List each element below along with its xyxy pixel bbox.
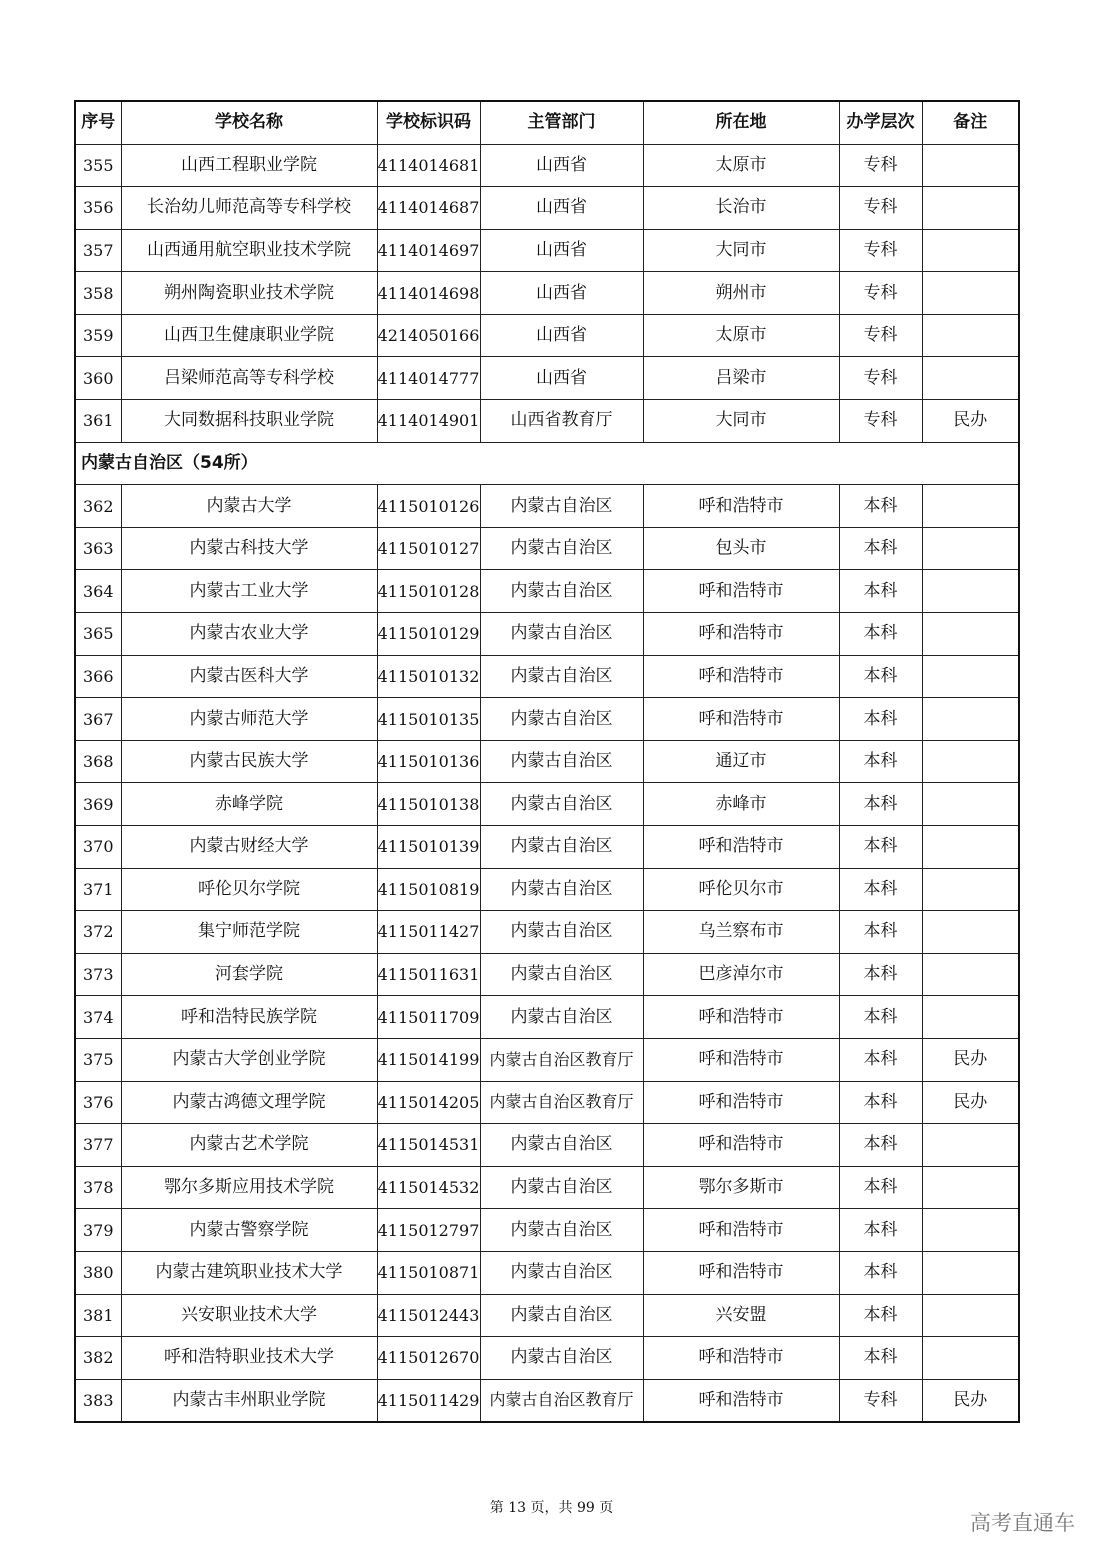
cell-index: 358	[75, 272, 121, 315]
section-label: 内蒙古自治区（54所）	[75, 442, 1019, 485]
cell-index: 357	[75, 229, 121, 272]
table-row	[75, 229, 1019, 272]
cell-school-code: 4115014531	[377, 1124, 480, 1167]
cell-index: 367	[75, 698, 121, 741]
cell-school-name: 内蒙古大学创业学院	[121, 1038, 377, 1081]
cell-location: 呼和浩特市	[643, 1081, 839, 1124]
cell-school-code: 4115011427	[377, 911, 480, 954]
cell-level: 本科	[839, 527, 922, 570]
cell-remark	[922, 570, 1019, 613]
cell-authority: 内蒙古自治区	[480, 1294, 643, 1337]
cell-authority: 内蒙古自治区	[480, 527, 643, 570]
cell-location: 呼和浩特市	[643, 996, 839, 1039]
cell-authority: 山西省	[480, 357, 643, 400]
cell-remark	[922, 229, 1019, 272]
cell-authority: 山西省	[480, 272, 643, 315]
cell-index: 368	[75, 740, 121, 783]
cell-location: 呼和浩特市	[643, 698, 839, 741]
cell-authority: 山西省	[480, 229, 643, 272]
cell-remark: 民办	[922, 400, 1019, 443]
cell-school-code: 4115012797	[377, 1209, 480, 1252]
cell-school-code: 4115014205	[377, 1081, 480, 1124]
cell-school-code: 4115014199	[377, 1038, 480, 1081]
cell-level: 本科	[839, 655, 922, 698]
cell-location: 兴安盟	[643, 1294, 839, 1337]
cell-level: 本科	[839, 1337, 922, 1380]
cell-authority: 内蒙古自治区	[480, 996, 643, 1039]
cell-school-name: 内蒙古农业大学	[121, 613, 377, 656]
header-remark: 备注	[922, 101, 1019, 144]
table-row	[75, 527, 1019, 570]
table-row	[75, 996, 1019, 1039]
cell-school-name: 山西卫生健康职业学院	[121, 314, 377, 357]
cell-authority: 山西省	[480, 314, 643, 357]
cell-remark	[922, 527, 1019, 570]
cell-remark	[922, 1251, 1019, 1294]
table-row	[75, 1337, 1019, 1380]
cell-remark	[922, 996, 1019, 1039]
cell-school-code: 4115010139	[377, 826, 480, 869]
school-list-table	[74, 100, 1020, 1423]
cell-level: 专科	[839, 144, 922, 187]
page-number: 第 13 页，共 99 页	[489, 1500, 614, 1516]
cell-school-code: 4115010127	[377, 527, 480, 570]
cell-remark	[922, 783, 1019, 826]
cell-remark	[922, 144, 1019, 187]
cell-authority: 内蒙古自治区	[480, 783, 643, 826]
cell-authority: 内蒙古自治区	[480, 1337, 643, 1380]
cell-authority: 内蒙古自治区	[480, 485, 643, 528]
cell-school-name: 内蒙古警察学院	[121, 1209, 377, 1252]
cell-location: 太原市	[643, 314, 839, 357]
cell-school-name: 呼和浩特民族学院	[121, 996, 377, 1039]
cell-authority: 山西省	[480, 187, 643, 230]
cell-remark	[922, 740, 1019, 783]
cell-school-name: 鄂尔多斯应用技术学院	[121, 1166, 377, 1209]
cell-school-code: 4115012443	[377, 1294, 480, 1337]
cell-remark	[922, 1166, 1019, 1209]
table-row	[75, 357, 1019, 400]
cell-school-name: 兴安职业技术大学	[121, 1294, 377, 1337]
cell-authority: 内蒙古自治区	[480, 1209, 643, 1252]
cell-remark: 民办	[922, 1038, 1019, 1081]
header-school-code: 学校标识码	[377, 101, 480, 144]
cell-remark	[922, 1337, 1019, 1380]
cell-remark	[922, 655, 1019, 698]
cell-school-name: 内蒙古医科大学	[121, 655, 377, 698]
cell-remark	[922, 868, 1019, 911]
cell-authority: 内蒙古自治区教育厅	[480, 1081, 643, 1124]
cell-school-code: 4114014697	[377, 229, 480, 272]
cell-level: 专科	[839, 314, 922, 357]
cell-school-name: 内蒙古师范大学	[121, 698, 377, 741]
cell-school-name: 长治幼儿师范高等专科学校	[121, 187, 377, 230]
cell-location: 呼和浩特市	[643, 1038, 839, 1081]
cell-index: 360	[75, 357, 121, 400]
cell-level: 专科	[839, 400, 922, 443]
cell-level: 专科	[839, 272, 922, 315]
table-row	[75, 1251, 1019, 1294]
cell-index: 379	[75, 1209, 121, 1252]
table-body	[75, 144, 1019, 1422]
cell-index: 363	[75, 527, 121, 570]
cell-authority: 内蒙古自治区教育厅	[480, 1038, 643, 1081]
cell-school-name: 内蒙古建筑职业技术大学	[121, 1251, 377, 1294]
cell-school-code: 4114014777	[377, 357, 480, 400]
cell-school-name: 集宁师范学院	[121, 911, 377, 954]
cell-level: 本科	[839, 1124, 922, 1167]
cell-location: 吕梁市	[643, 357, 839, 400]
cell-school-name: 内蒙古鸿德文理学院	[121, 1081, 377, 1124]
cell-school-name: 吕梁师范高等专科学校	[121, 357, 377, 400]
cell-school-name: 内蒙古艺术学院	[121, 1124, 377, 1167]
table-row	[75, 698, 1019, 741]
table-row	[75, 655, 1019, 698]
cell-level: 本科	[839, 1038, 922, 1081]
cell-index: 375	[75, 1038, 121, 1081]
cell-authority: 内蒙古自治区	[480, 911, 643, 954]
cell-school-code: 4115010129	[377, 613, 480, 656]
cell-index: 365	[75, 613, 121, 656]
cell-authority: 内蒙古自治区	[480, 698, 643, 741]
cell-school-code: 4115010126	[377, 485, 480, 528]
cell-remark	[922, 272, 1019, 315]
section-row	[75, 442, 1019, 485]
table-row	[75, 1294, 1019, 1337]
cell-location: 巴彦淖尔市	[643, 953, 839, 996]
cell-level: 本科	[839, 613, 922, 656]
cell-location: 通辽市	[643, 740, 839, 783]
cell-remark	[922, 953, 1019, 996]
cell-location: 呼和浩特市	[643, 613, 839, 656]
cell-school-name: 内蒙古大学	[121, 485, 377, 528]
cell-location: 鄂尔多斯市	[643, 1166, 839, 1209]
cell-school-code: 4115011631	[377, 953, 480, 996]
cell-level: 本科	[839, 1166, 922, 1209]
cell-authority: 内蒙古自治区	[480, 570, 643, 613]
cell-remark	[922, 698, 1019, 741]
cell-school-name: 呼伦贝尔学院	[121, 868, 377, 911]
cell-remark	[922, 1124, 1019, 1167]
cell-school-name: 朔州陶瓷职业技术学院	[121, 272, 377, 315]
cell-index: 378	[75, 1166, 121, 1209]
header-authority: 主管部门	[480, 101, 643, 144]
cell-school-name: 山西通用航空职业技术学院	[121, 229, 377, 272]
cell-school-code: 4115014532	[377, 1166, 480, 1209]
cell-location: 包头市	[643, 527, 839, 570]
cell-index: 376	[75, 1081, 121, 1124]
cell-index: 361	[75, 400, 121, 443]
cell-location: 呼和浩特市	[643, 1337, 839, 1380]
cell-level: 专科	[839, 1379, 922, 1422]
cell-remark	[922, 357, 1019, 400]
cell-school-code: 4115010819	[377, 868, 480, 911]
table-row	[75, 400, 1019, 443]
cell-index: 370	[75, 826, 121, 869]
table-row	[75, 826, 1019, 869]
cell-location: 朔州市	[643, 272, 839, 315]
cell-school-code: 4115010135	[377, 698, 480, 741]
cell-school-code: 4114014901	[377, 400, 480, 443]
cell-remark	[922, 1294, 1019, 1337]
cell-level: 专科	[839, 357, 922, 400]
cell-level: 本科	[839, 996, 922, 1039]
cell-school-code: 4115011709	[377, 996, 480, 1039]
cell-school-code: 4114014681	[377, 144, 480, 187]
cell-remark	[922, 314, 1019, 357]
header-school-name: 学校名称	[121, 101, 377, 144]
cell-remark	[922, 911, 1019, 954]
table-row	[75, 1209, 1019, 1252]
cell-location: 呼和浩特市	[643, 826, 839, 869]
cell-authority: 山西省教育厅	[480, 400, 643, 443]
header-level: 办学层次	[839, 101, 922, 144]
cell-authority: 内蒙古自治区	[480, 740, 643, 783]
cell-school-code: 4115010132	[377, 655, 480, 698]
cell-school-code: 4115012670	[377, 1337, 480, 1380]
cell-index: 372	[75, 911, 121, 954]
table-row	[75, 953, 1019, 996]
cell-school-name: 内蒙古财经大学	[121, 826, 377, 869]
cell-authority: 内蒙古自治区	[480, 613, 643, 656]
table-row	[75, 1038, 1019, 1081]
cell-index: 369	[75, 783, 121, 826]
cell-school-name: 山西工程职业学院	[121, 144, 377, 187]
cell-index: 383	[75, 1379, 121, 1422]
table-row	[75, 613, 1019, 656]
cell-school-name: 大同数据科技职业学院	[121, 400, 377, 443]
cell-level: 本科	[839, 1081, 922, 1124]
cell-level: 本科	[839, 698, 922, 741]
table-row	[75, 1124, 1019, 1167]
table-row	[75, 570, 1019, 613]
cell-location: 大同市	[643, 229, 839, 272]
cell-school-code: 4114014698	[377, 272, 480, 315]
header-location: 所在地	[643, 101, 839, 144]
cell-location: 大同市	[643, 400, 839, 443]
table-row	[75, 485, 1019, 528]
cell-school-name: 内蒙古工业大学	[121, 570, 377, 613]
cell-location: 呼和浩特市	[643, 485, 839, 528]
cell-index: 373	[75, 953, 121, 996]
table-row	[75, 1379, 1019, 1422]
cell-index: 366	[75, 655, 121, 698]
cell-level: 本科	[839, 1294, 922, 1337]
cell-school-name: 内蒙古丰州职业学院	[121, 1379, 377, 1422]
cell-remark	[922, 1209, 1019, 1252]
cell-location: 长治市	[643, 187, 839, 230]
cell-authority: 内蒙古自治区	[480, 655, 643, 698]
cell-location: 呼和浩特市	[643, 1124, 839, 1167]
cell-index: 371	[75, 868, 121, 911]
cell-level: 本科	[839, 953, 922, 996]
cell-remark: 民办	[922, 1379, 1019, 1422]
cell-school-code: 4115010128	[377, 570, 480, 613]
cell-location: 呼和浩特市	[643, 1379, 839, 1422]
cell-index: 381	[75, 1294, 121, 1337]
table-row	[75, 314, 1019, 357]
header-index: 序号	[75, 101, 121, 144]
table-row	[75, 783, 1019, 826]
cell-location: 乌兰察布市	[643, 911, 839, 954]
cell-school-name: 赤峰学院	[121, 783, 377, 826]
cell-level: 本科	[839, 911, 922, 954]
table-row	[75, 868, 1019, 911]
cell-level: 本科	[839, 868, 922, 911]
cell-school-code: 4214050166	[377, 314, 480, 357]
cell-school-name: 内蒙古民族大学	[121, 740, 377, 783]
cell-authority: 内蒙古自治区	[480, 953, 643, 996]
cell-location: 呼伦贝尔市	[643, 868, 839, 911]
cell-location: 呼和浩特市	[643, 1209, 839, 1252]
cell-index: 356	[75, 187, 121, 230]
cell-remark: 民办	[922, 1081, 1019, 1124]
cell-index: 382	[75, 1337, 121, 1380]
cell-index: 364	[75, 570, 121, 613]
cell-level: 本科	[839, 740, 922, 783]
cell-authority: 内蒙古自治区	[480, 1251, 643, 1294]
watermark: 高考直通车	[970, 1511, 1075, 1535]
cell-location: 呼和浩特市	[643, 655, 839, 698]
table-row	[75, 1081, 1019, 1124]
cell-level: 本科	[839, 570, 922, 613]
cell-authority: 内蒙古自治区	[480, 1166, 643, 1209]
cell-level: 专科	[839, 229, 922, 272]
cell-school-code: 4115010871	[377, 1251, 480, 1294]
table-row	[75, 740, 1019, 783]
cell-authority: 内蒙古自治区	[480, 1124, 643, 1167]
cell-school-code: 4115010138	[377, 783, 480, 826]
cell-location: 赤峰市	[643, 783, 839, 826]
table-row	[75, 1166, 1019, 1209]
cell-index: 362	[75, 485, 121, 528]
table-row	[75, 187, 1019, 230]
cell-location: 太原市	[643, 144, 839, 187]
cell-school-name: 河套学院	[121, 953, 377, 996]
cell-authority: 内蒙古自治区	[480, 868, 643, 911]
cell-authority: 内蒙古自治区	[480, 826, 643, 869]
table-row	[75, 272, 1019, 315]
cell-location: 呼和浩特市	[643, 570, 839, 613]
cell-school-code: 4114014687	[377, 187, 480, 230]
cell-school-code: 4115011429	[377, 1379, 480, 1422]
cell-index: 380	[75, 1251, 121, 1294]
cell-school-name: 内蒙古科技大学	[121, 527, 377, 570]
cell-school-code: 4115010136	[377, 740, 480, 783]
cell-remark	[922, 826, 1019, 869]
cell-authority: 山西省	[480, 144, 643, 187]
cell-index: 359	[75, 314, 121, 357]
cell-index: 374	[75, 996, 121, 1039]
cell-level: 本科	[839, 1209, 922, 1252]
cell-school-name: 呼和浩特职业技术大学	[121, 1337, 377, 1380]
table-row	[75, 911, 1019, 954]
cell-remark	[922, 187, 1019, 230]
table-row	[75, 144, 1019, 187]
cell-level: 本科	[839, 485, 922, 528]
cell-index: 377	[75, 1124, 121, 1167]
table-header-row	[75, 101, 1019, 144]
cell-level: 本科	[839, 1251, 922, 1294]
cell-level: 本科	[839, 826, 922, 869]
cell-authority: 内蒙古自治区教育厅	[480, 1379, 643, 1422]
cell-location: 呼和浩特市	[643, 1251, 839, 1294]
cell-index: 355	[75, 144, 121, 187]
cell-level: 专科	[839, 187, 922, 230]
cell-level: 本科	[839, 783, 922, 826]
cell-remark	[922, 613, 1019, 656]
cell-remark	[922, 485, 1019, 528]
